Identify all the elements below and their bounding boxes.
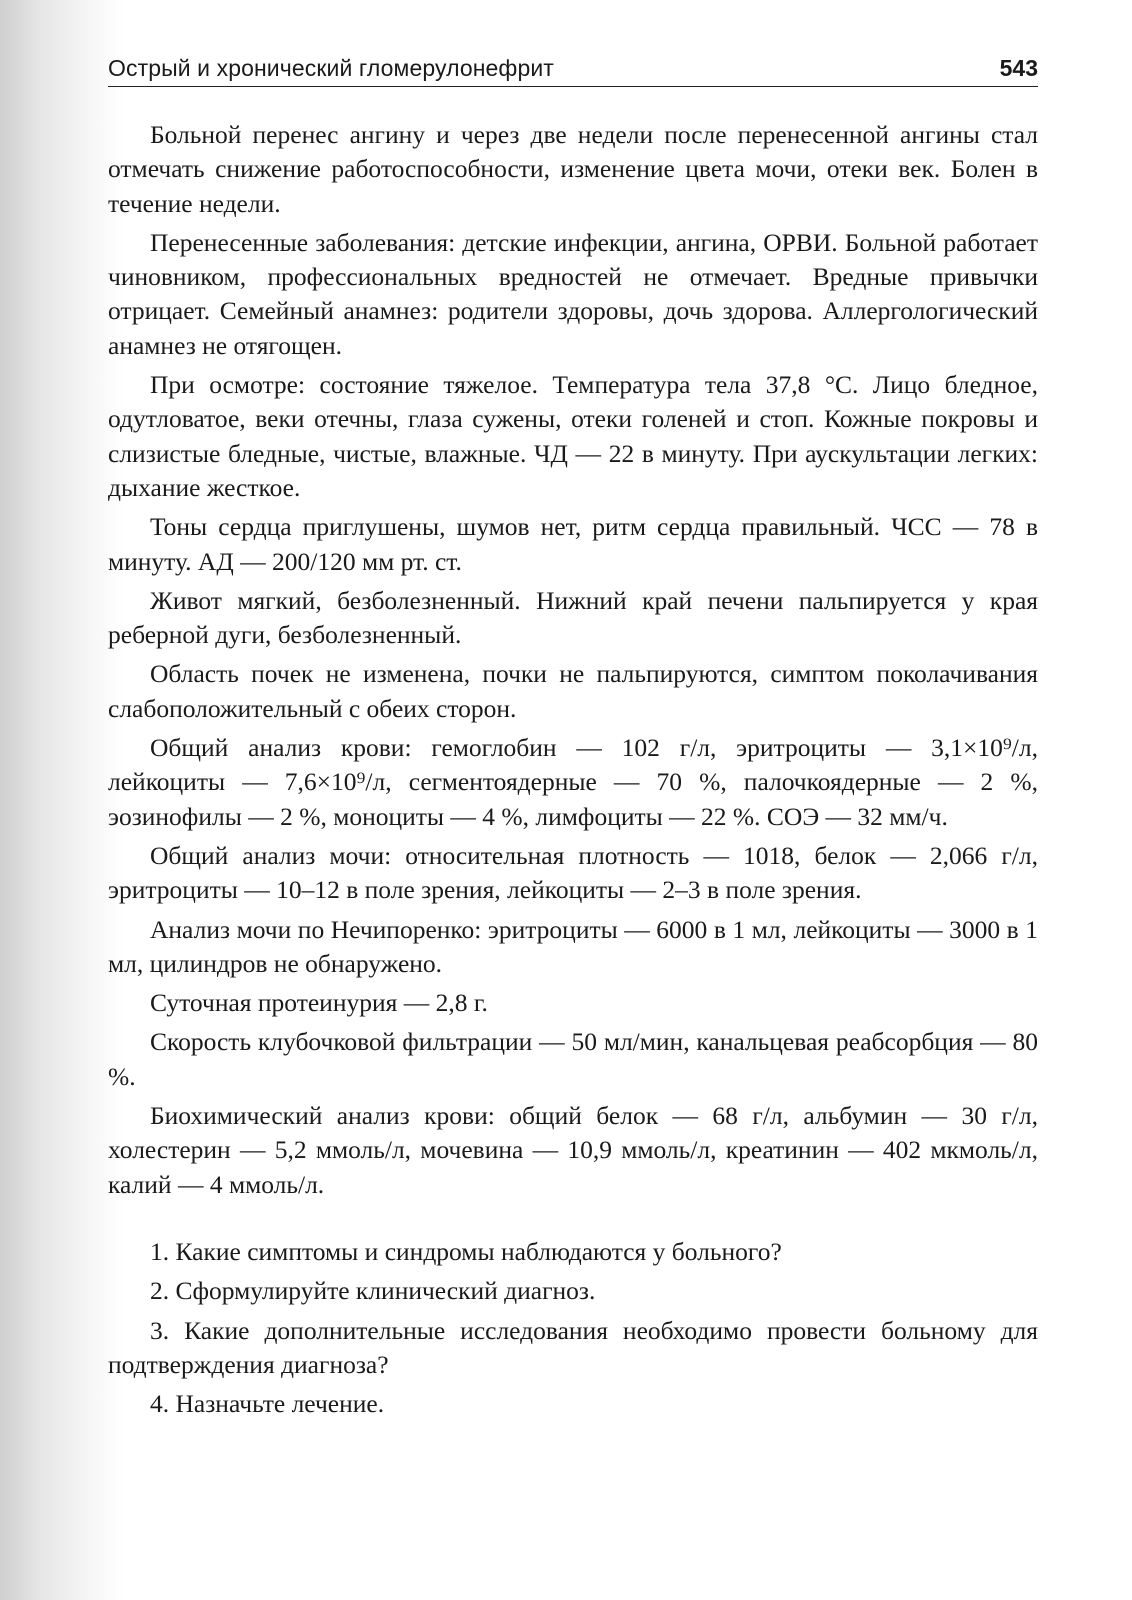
paragraph-examination: При осмотре: состояние тяжелое. Температура тела 37,8 °С. Лицо бледное, одутловатое, веки отечны, глаза сужены, отеки голеней и стоп. Кожные покровы и слизистые бледные, чистые, влажные. ЧД — 22 в минуту. При аускультации легких: дыхание жесткое. [108,370,1038,502]
paragraph-proteinuria: Суточная протеинурия — 2,8 г. [150,988,488,1018]
paragraph-abdomen: Живот мягкий, безболезненный. Нижний край печени пальпируется у края реберной дуги, безболезненный. [108,585,1038,650]
paragraph-heart: Тоны сердца приглушены, шумов нет, ритм сердца правильный. ЧСС — 78 в минуту. АД — 200/120 мм рт. ст. [108,512,1038,576]
chapter-title: Острый и хронический гломерулонефрит [108,55,554,81]
paragraph-filtration: Скорость клубочковой фильтрации — 50 мл/мин, канальцевая реабсорбция — 80 %. [108,1027,1038,1091]
paragraph-blood-test: Общий анализ крови: гемоглобин — 102 г/л, эритроциты — 3,1×10⁹/л, лейкоциты — 7,6×10⁹/л, сегментоядерные — 70 %, палочкоядерные — 2 %, эозинофилы — 2 %, моноциты — 4 %, лимфоциты — 22 %. СОЭ — 32 мм/ч. [108,733,1038,831]
case-text [108,118,1038,1426]
page-number: 543 [999,55,1038,81]
paragraph-anamnesis: Перенесенные заболевания: детские инфекции, ангина, ОРВИ. Больной работает чиновником, профессиональных вредностей не отмечает. Вредные привычки отрицает. Семейный анамнез: родители здоровы, дочь здорова. Аллергологический анамнез не отягощен. [108,227,1038,360]
paragraph-nechiporenko: Анализ мочи по Нечипоренко: эритроциты — 6000 в 1 мл, лейкоциты — 3000 в 1 мл, цилиндров не обнаружено. [108,914,1038,978]
question-item: 3. Какие дополнительные исследования необходимо провести больному для подтверждения диагноза? [108,1315,1038,1379]
question-item: 1. Какие симптомы и синдромы наблюдаются у больного? [150,1236,782,1266]
paragraph-biochemistry: Биохимический анализ крови: общий белок — 68 г/л, альбумин — 30 г/л, холестерин — 5,2 ммоль/л, мочевина — 10,9 ммоль/л, креатинин — 402 мкмоль/л, калий — 4 ммоль/л. [108,1101,1038,1199]
running-header [108,48,1038,87]
question-item: 2. Сформулируйте клинический диагноз. [150,1276,596,1306]
paragraph-kidneys: Область почек не изменена, почки не пальпируются, симптом поколачивания слабоположительный с обеих сторон. [108,659,1038,723]
questions-list [108,1235,1038,1421]
paragraph-history: Больной перенес ангину и через две недели после перенесенной ангины стал отмечать снижение работоспособности, изменение цвета мочи, отеки век. Болен в течение недели. [108,120,1038,218]
question-item: 4. Назначьте лечение. [150,1389,385,1419]
paragraph-urine-test: Общий анализ мочи: относительная плотность — 1018, белок — 2,066 г/л, эритроциты — 10–12 в поле зрения, лейкоциты — 2–3 в поле зрения. [108,840,1038,905]
